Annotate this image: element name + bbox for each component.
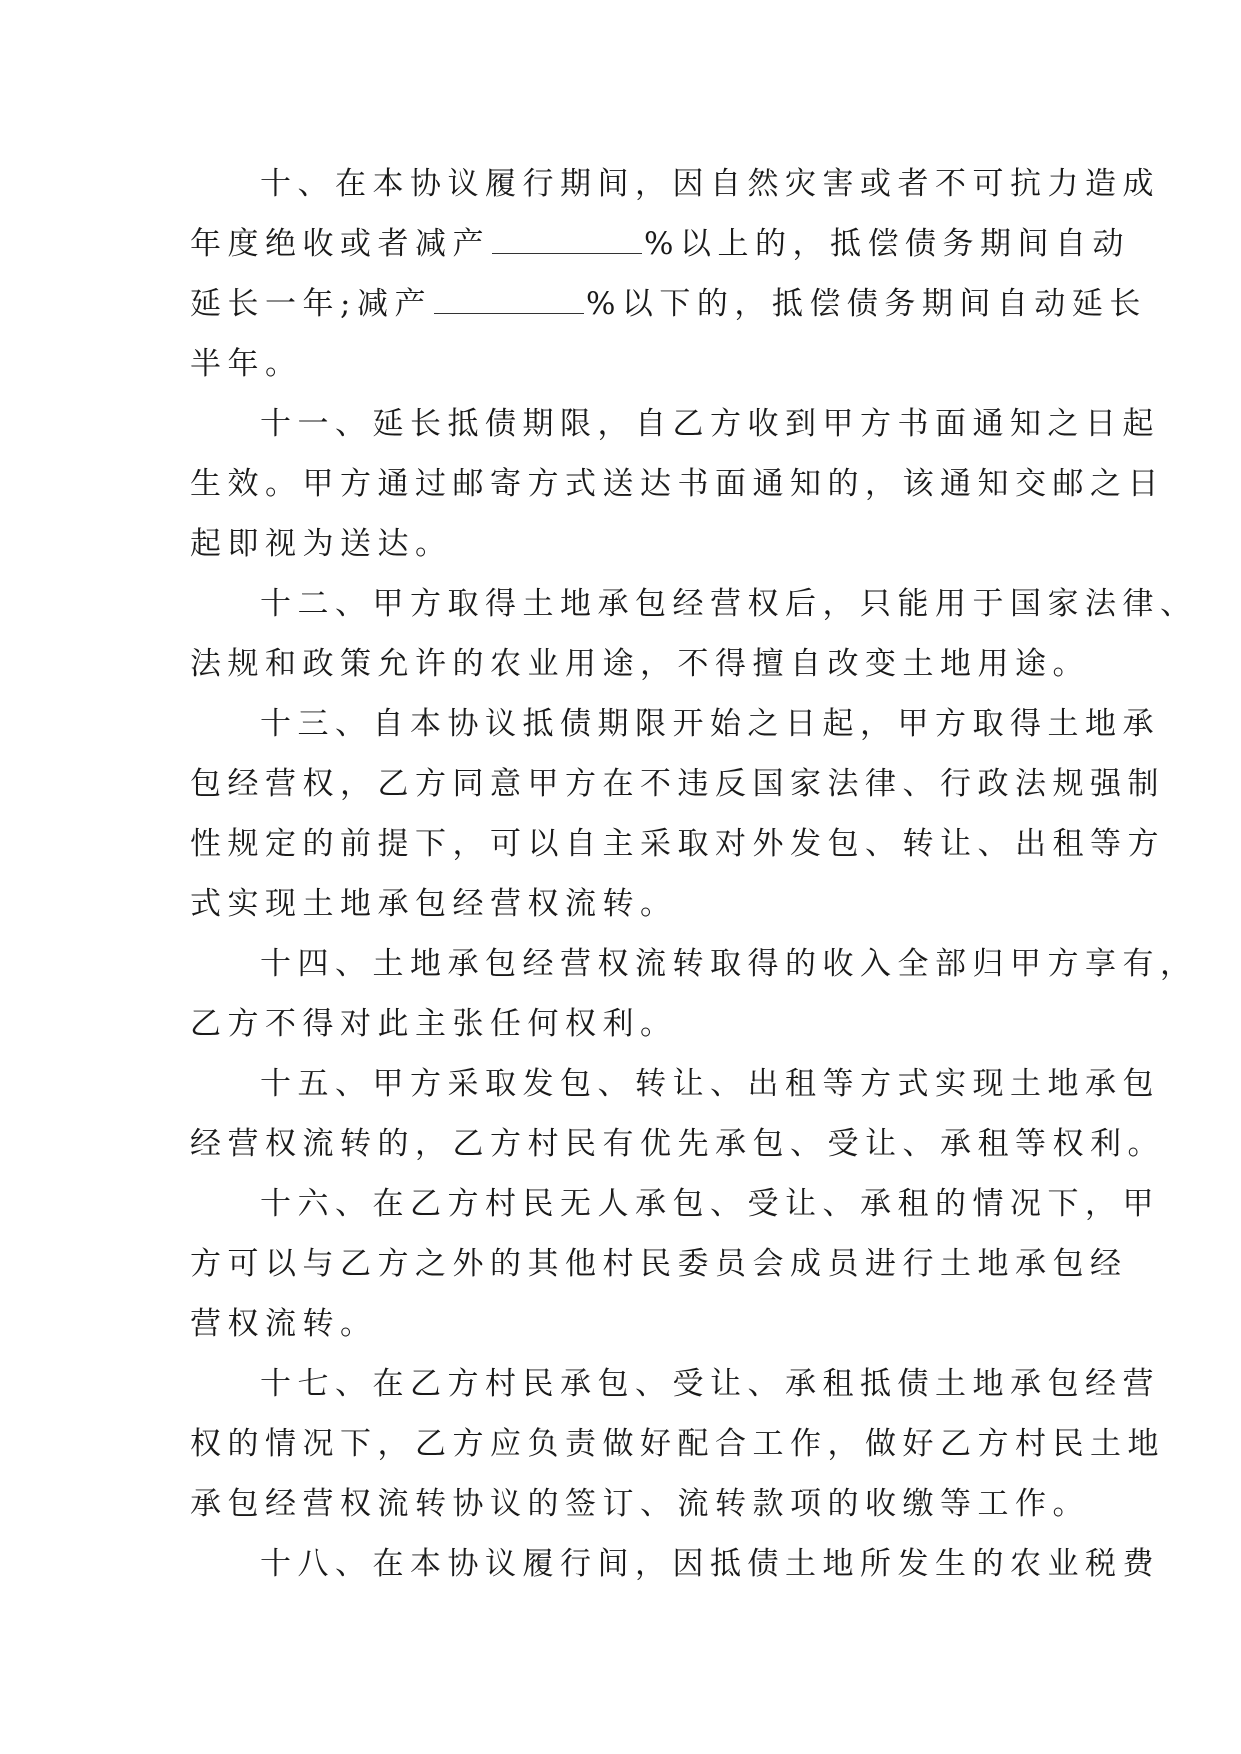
- clause-17-line-3: 承包经营权流转协议的签订、流转款项的收缴等工作。: [190, 1486, 1090, 1522]
- clause-11-line-1: 十一、延长抵债期限，自乙方收到甲方书面通知之日起: [260, 406, 1160, 442]
- clause-10-text-b: %以上的，抵偿债务期间自动: [644, 226, 1130, 262]
- clause-10-text-a: 年度绝收或者减产: [190, 226, 490, 262]
- clause-13: [190, 694, 1165, 934]
- clause-18: [190, 1534, 1160, 1594]
- clause-15-line-2: 经营权流转的，乙方村民有优先承包、受让、承租等权利。: [190, 1126, 1165, 1162]
- clause-15: [190, 1054, 1165, 1174]
- clause-18-line-1: 十八、在本协议履行间，因抵债土地所发生的农业税费: [260, 1546, 1160, 1582]
- clause-16-line-3: 营权流转。: [190, 1306, 378, 1342]
- clause-10-line-2: [190, 214, 1130, 274]
- clause-14-line-1: 十四、土地承包经营权流转取得的收入全部归甲方享有，: [260, 946, 1198, 982]
- fill-in-blank-percent-1: [492, 229, 642, 254]
- clause-10-line-3: [190, 274, 1147, 334]
- clause-11-line-2: 生效。甲方通过邮寄方式送达书面通知的，该通知交邮之日: [190, 466, 1165, 502]
- clause-10: [190, 154, 1160, 394]
- clause-12: [190, 574, 1198, 694]
- clause-10-text-d: %以下的，抵偿债务期间自动延长: [585, 286, 1147, 322]
- clause-12-line-1: 十二、甲方取得土地承包经营权后，只能用于国家法律、: [260, 586, 1198, 622]
- clause-13-line-2: 包经营权，乙方同意甲方在不违反国家法律、行政法规强制: [190, 766, 1165, 802]
- clause-12-line-2: 法规和政策允许的农业用途，不得擅自改变土地用途。: [190, 646, 1090, 682]
- clause-16-line-1: 十六、在乙方村民无人承包、受让、承租的情况下，甲: [260, 1186, 1160, 1222]
- clause-13-line-1: 十三、自本协议抵债期限开始之日起，甲方取得土地承: [260, 706, 1160, 742]
- clause-10-line-4: 半年。: [190, 346, 303, 382]
- fill-in-blank-percent-2: [434, 289, 584, 314]
- clause-11-line-3: 起即视为送达。: [190, 526, 453, 562]
- clause-10-line-1: 十、在本协议履行期间，因自然灾害或者不可抗力造成: [260, 166, 1160, 202]
- clause-14-line-2: 乙方不得对此主张任何权利。: [190, 1006, 678, 1042]
- clause-13-line-4: 式实现土地承包经营权流转。: [190, 886, 678, 922]
- clause-11: [190, 394, 1165, 574]
- clause-17-line-2: 权的情况下，乙方应负责做好配合工作，做好乙方村民土地: [190, 1426, 1165, 1462]
- clause-17-line-1: 十七、在乙方村民承包、受让、承租抵债土地承包经营: [260, 1366, 1160, 1402]
- clause-15-line-1: 十五、甲方采取发包、转让、出租等方式实现土地承包: [260, 1066, 1160, 1102]
- clause-16-line-2: 方可以与乙方之外的其他村民委员会成员进行土地承包经: [190, 1246, 1128, 1282]
- clause-10-text-c: 延长一年;减产: [190, 286, 432, 322]
- clause-14: [190, 934, 1198, 1054]
- clause-13-line-3: 性规定的前提下，可以自主采取对外发包、转让、出租等方: [190, 826, 1165, 862]
- clause-17: [190, 1354, 1165, 1534]
- clause-16: [190, 1174, 1160, 1354]
- document-body: [190, 154, 1198, 1594]
